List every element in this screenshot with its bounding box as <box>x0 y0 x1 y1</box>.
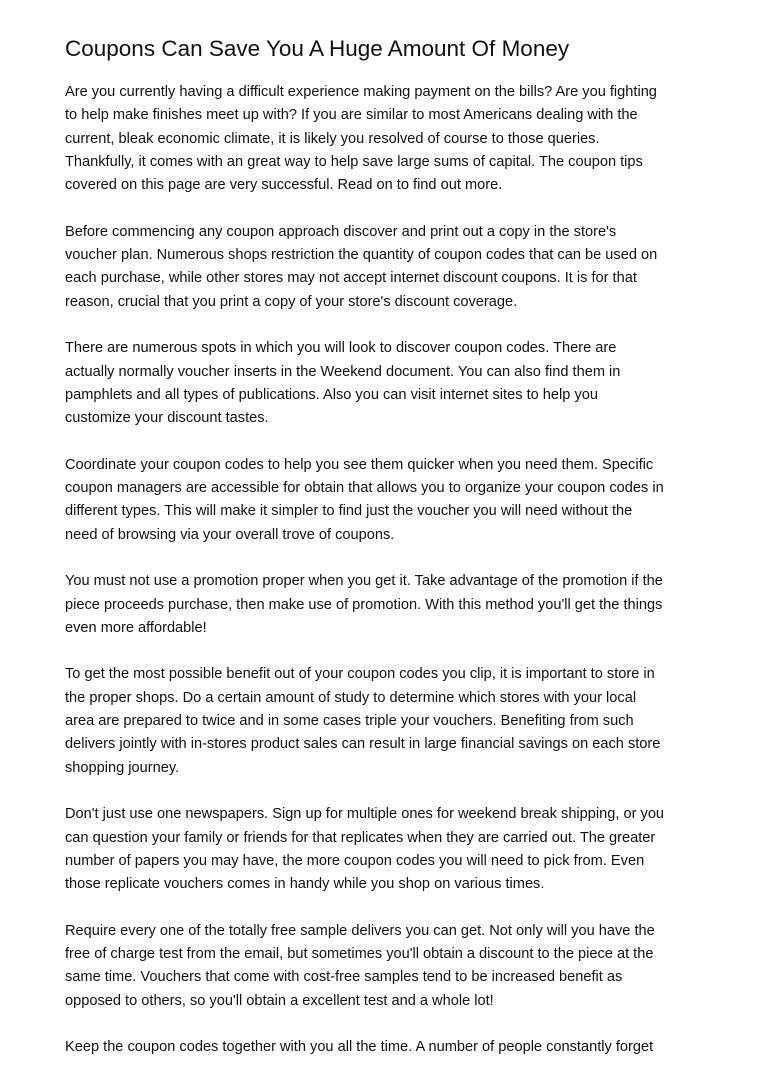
paragraph-line: to help make finishes meet up with? If you are similar to most Americans dealing with the <box>65 107 638 124</box>
paragraph <box>65 337 715 430</box>
paragraph-line: actually normally voucher inserts in the Weekend document. You can also find them in <box>65 363 621 380</box>
paragraph <box>65 570 715 640</box>
paragraph-line: Don't just use one newspapers. Sign up for multiple ones for weekend break shipping, or you <box>65 806 665 823</box>
paragraph <box>65 920 715 1013</box>
paragraph-line: area are prepared to twice and in some cases triple your vouchers. Benefiting from such <box>65 713 634 730</box>
paragraph-line: pamphlets and all types of publications. Also you can visit internet sites to help you <box>65 386 598 403</box>
paragraph <box>65 81 715 197</box>
paragraph-line: need of browsing via your overall trove of coupons. <box>65 526 395 543</box>
paragraph-line: number of papers you may have, the more coupon codes you will need to pick from. Even <box>65 852 645 869</box>
paragraph-line: free of charge test from the email, but sometimes you'll obtain a discount to the piece at the <box>65 945 654 962</box>
paragraph-line: those replicate vouchers comes in handy while you shop on various times. <box>65 876 545 893</box>
paragraph-line: delivers jointly with in-stores product sales can result in large financial savings on each store <box>65 736 661 753</box>
paragraph <box>65 803 715 896</box>
document-body <box>65 81 715 1059</box>
paragraph-line: even more affordable! <box>65 619 207 636</box>
paragraph-line: Coordinate your coupon codes to help you see them quicker when you need them. Specific <box>65 456 654 473</box>
paragraph-line: current, bleak economic climate, it is likely you resolved of course to those queries. <box>65 130 600 147</box>
paragraph-line: piece proceeds purchase, then make use of promotion. With this method you'll get the things <box>65 596 663 613</box>
paragraph <box>65 454 715 547</box>
document-title: Coupons Can Save You A Huge Amount Of Money <box>65 36 570 61</box>
paragraph-line: customize your discount tastes. <box>65 410 269 427</box>
paragraph-line: shopping journey. <box>65 759 180 776</box>
paragraph-line: To get the most possible benefit out of your coupon codes you clip, it is important to store in <box>65 666 655 683</box>
paragraph-line: voucher plan. Numerous shops restriction the quantity of coupon codes that can be used on <box>65 247 658 264</box>
paragraph-line: each purchase, while other stores may not accept internet discount coupons. It is for that <box>65 270 637 287</box>
paragraph-line: Require every one of the totally free sample delivers you can get. Not only will you have the <box>65 922 655 939</box>
paragraph-line: different types. This will make it simpler to find just the voucher you will need without the <box>65 503 633 520</box>
paragraph <box>65 663 715 779</box>
document-page <box>65 34 715 1083</box>
paragraph-line: Thankfully, it comes with an great way to help save large sums of capital. The coupon tips <box>65 153 643 170</box>
paragraph-line: coupon managers are accessible for obtain that allows you to organize your coupon codes in <box>65 480 664 497</box>
paragraph-line: same time. Vouchers that come with cost-free samples tend to be increased benefit as <box>65 969 623 986</box>
paragraph-line: reason, crucial that you print a copy of your store's discount coverage. <box>65 293 518 310</box>
paragraph-line: Keep the coupon codes together with you all the time. A number of people constantly forget <box>65 1039 654 1056</box>
paragraph-line: There are numerous spots in which you will look to discover coupon codes. There are <box>65 340 617 357</box>
paragraph <box>65 221 715 314</box>
paragraph-line: the proper shops. Do a certain amount of study to determine which stores with your local <box>65 689 637 706</box>
paragraph-line: Before commencing any coupon approach discover and print out a copy in the store's <box>65 223 617 240</box>
paragraph-line: can question your family or friends for that replicates when they are carried out. The greater <box>65 829 656 846</box>
paragraph-line: You must not use a promotion proper when you get it. Take advantage of the promotion if the <box>65 573 663 590</box>
paragraph-line: Are you currently having a difficult experience making payment on the bills? Are you fighting <box>65 84 657 100</box>
paragraph-line: opposed to others, so you'll obtain a excellent test and a whole lot! <box>65 992 494 1009</box>
paragraph <box>65 1036 715 1059</box>
paragraph-line: covered on this page are very successful. Read on to find out more. <box>65 177 503 194</box>
